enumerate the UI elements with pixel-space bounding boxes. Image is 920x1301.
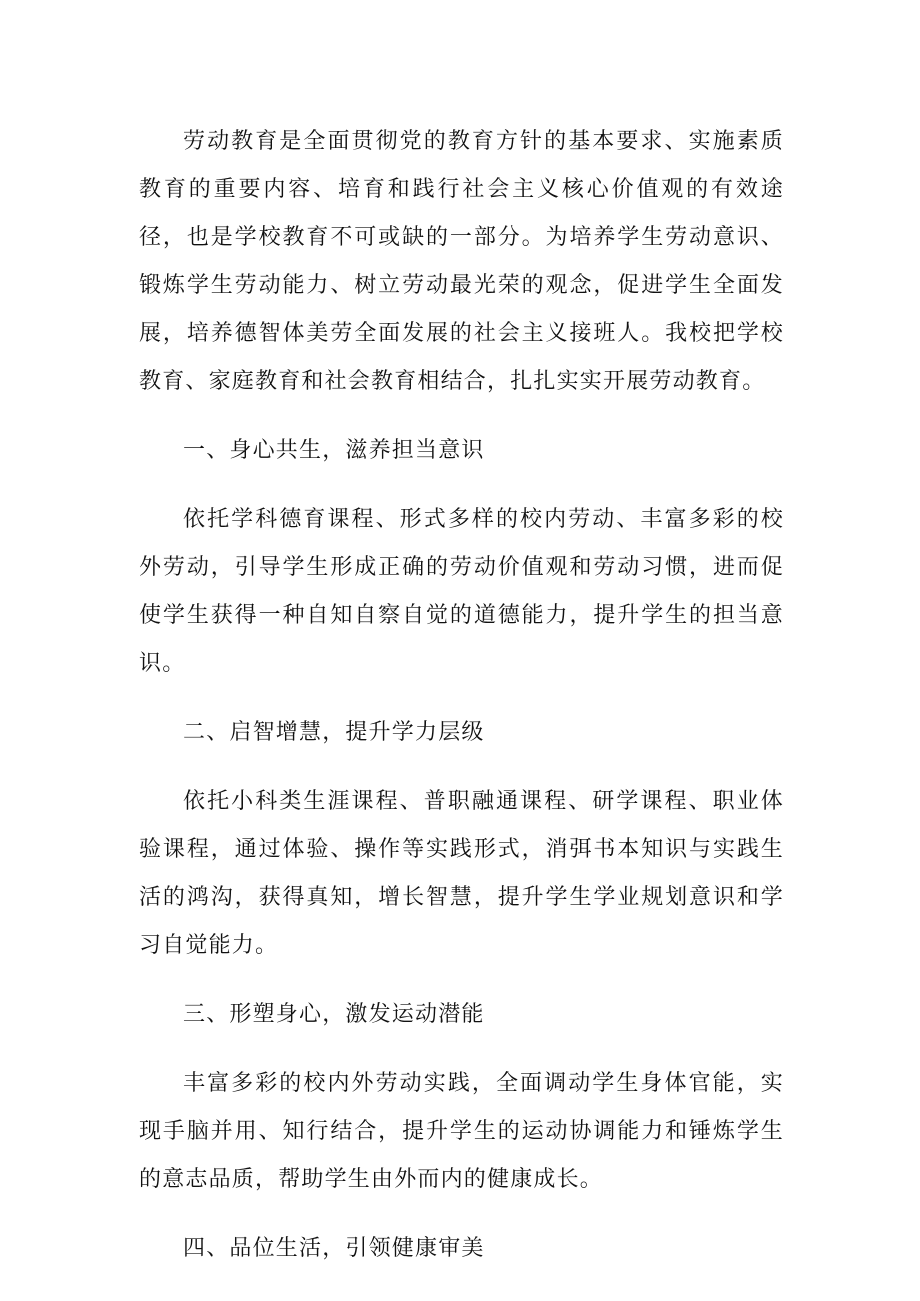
section-heading-3: 三、形塑身心，激发运动潜能	[183, 1002, 485, 1027]
section-body-2: 依托小科类生涯课程、普职融通课程、研学课程、职业体验课程，通过体验、操作等实践形式，消弭书本知识与实践生活的鸿沟，获得真知，增长智慧，提升学生学业规划意识和学习自觉能力。	[139, 789, 784, 958]
section-heading-1: 一、身心共生，滋养担当意识	[183, 438, 485, 463]
document-body	[139, 118, 784, 1294]
section-body-1: 依托学科德育课程、形式多样的校内劳动、丰富多彩的校外劳动，引导学生形成正确的劳动价值观和劳动习惯，进而促使学生获得一种自知自察自觉的道德能力，提升学生的担当意识。	[139, 507, 784, 676]
section-body-3: 丰富多彩的校内外劳动实践，全面调动学生身体官能，实现手脑并用、知行结合，提升学生的运动协调能力和锤炼学生的意志品质，帮助学生由外而内的健康成长。	[139, 1071, 784, 1192]
intro-paragraph: 劳动教育是全面贯彻党的教育方针的基本要求、实施素质教育的重要内容、培育和践行社会主义核心价值观的有效途径，也是学校教育不可或缺的一部分。为培养学生劳动意识、锻炼学生劳动能力、树立劳动最光荣的观念，促进学生全面发展，培养德智体美劳全面发展的社会主义接班人。我校把学校教育、家庭教育和社会教育相结合，扎扎实实开展劳动教育。	[139, 129, 784, 394]
section-heading-2: 二、启智增慧，提升学力层级	[183, 720, 485, 745]
section-heading-4: 四、品位生活，引领健康审美	[183, 1236, 485, 1261]
